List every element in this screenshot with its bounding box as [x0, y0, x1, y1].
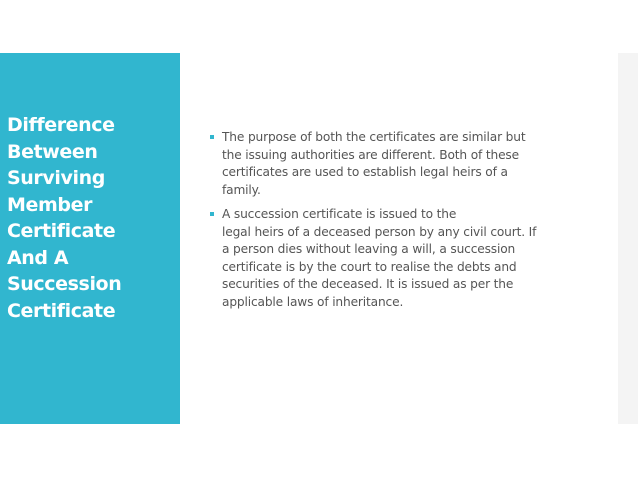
bullet-line: family.	[222, 182, 261, 197]
bullet-line: A succession certificate is issued to the	[222, 207, 457, 221]
title-line: Between	[7, 140, 98, 163]
title-line: Surviving	[7, 167, 105, 189]
bullet-text	[222, 129, 605, 199]
bullet-line: the issuing authorities are different. Both of these	[222, 147, 519, 162]
bullet-text	[222, 206, 605, 311]
bullet-icon	[210, 135, 214, 139]
bullet-line: certificate is by the court to realise the debts and	[222, 259, 517, 274]
bullet-line: securities of the deceased. It is issued as per the	[222, 277, 514, 291]
title-line: Certificate	[7, 299, 116, 322]
title-panel	[0, 53, 180, 424]
bullet-line: a person dies without leaving a will, a succession	[222, 242, 516, 256]
bullet-item	[210, 129, 605, 199]
bullet-line: applicable laws of inheritance.	[222, 294, 404, 309]
bullet-line: certificates are used to establish legal heirs of a	[222, 165, 508, 179]
side-strip	[618, 53, 638, 424]
bullet-line: The purpose of both the certificates are similar but	[222, 130, 526, 144]
title-line: Succession	[7, 273, 122, 295]
title-line: Member	[7, 193, 93, 216]
slide-title	[7, 112, 177, 324]
bullet-item	[210, 206, 605, 311]
title-line: Difference	[7, 114, 115, 136]
slide-content	[210, 129, 605, 318]
bullet-line: legal heirs of a deceased person by any civil court. If	[222, 224, 537, 239]
title-line: Certificate	[7, 220, 116, 242]
bullet-icon	[210, 212, 214, 216]
title-line: And A	[7, 246, 69, 269]
